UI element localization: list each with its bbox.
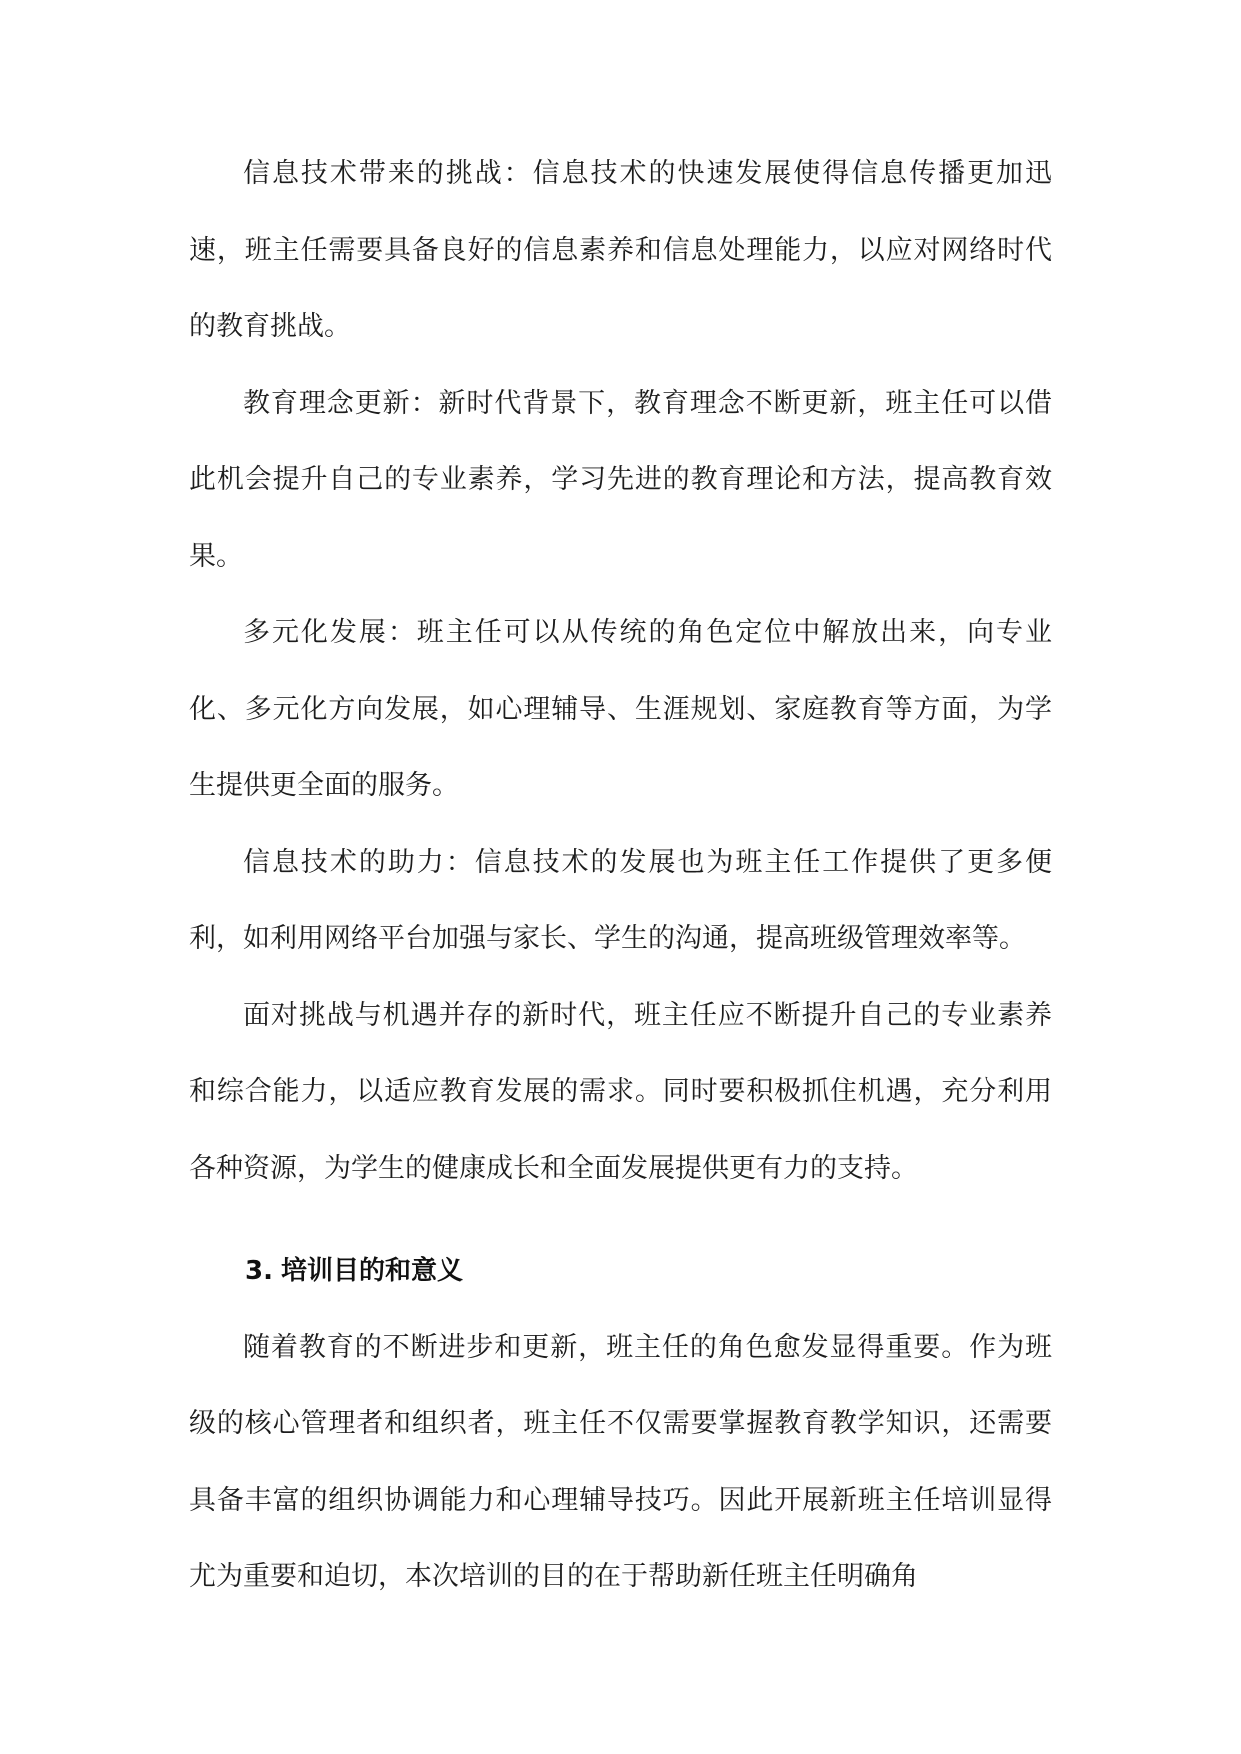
paragraph-training-purpose: 随着教育的不断进步和更新，班主任的角色愈发显得重要。作为班级的核心管理者和组织者，班主任不仅需要掌握教育教学知识，还需要具备丰富的组织协调能力和心理辅导技巧。因此开展新班主任培训显得尤为重要和迫切，本次培训的目的在于帮助新任班主任明确角 <box>189 1331 1052 1592</box>
paragraph-info-tech-challenge: 信息技术带来的挑战：信息技术的快速发展使得信息传播更加迅速，班主任需要具备良好的信息素养和信息处理能力，以应对网络时代的教育挑战。 <box>189 158 1052 342</box>
section-heading <box>189 1233 1052 1310</box>
paragraph-conclusion: 面对挑战与机遇并存的新时代，班主任应不断提升自己的专业素养和综合能力，以适应教育发展的需求。同时要积极抓住机遇，充分利用各种资源，为学生的健康成长和全面发展提供更有力的支持。 <box>189 999 1052 1184</box>
section-title: 培训目的和意义 <box>281 1256 464 1286</box>
paragraph-diversified-development: 多元化发展：班主任可以从传统的角色定位中解放出来，向专业化、多元化方向发展，如心理辅导、生涯规划、家庭教育等方面，为学生提供更全面的服务。 <box>189 617 1052 801</box>
paragraph-info-tech-assistance: 信息技术的助力：信息技术的发展也为班主任工作提供了更多便利，如利用网络平台加强与家长、学生的沟通，提高班级管理效率等。 <box>189 846 1052 954</box>
section-number: 3. <box>245 1256 273 1286</box>
paragraph-education-concept-update: 教育理念更新：新时代背景下，教育理念不断更新，班主任可以借此机会提升自己的专业素养，学习先进的教育理论和方法，提高教育效果。 <box>189 387 1052 572</box>
document-body <box>189 136 1052 1616</box>
